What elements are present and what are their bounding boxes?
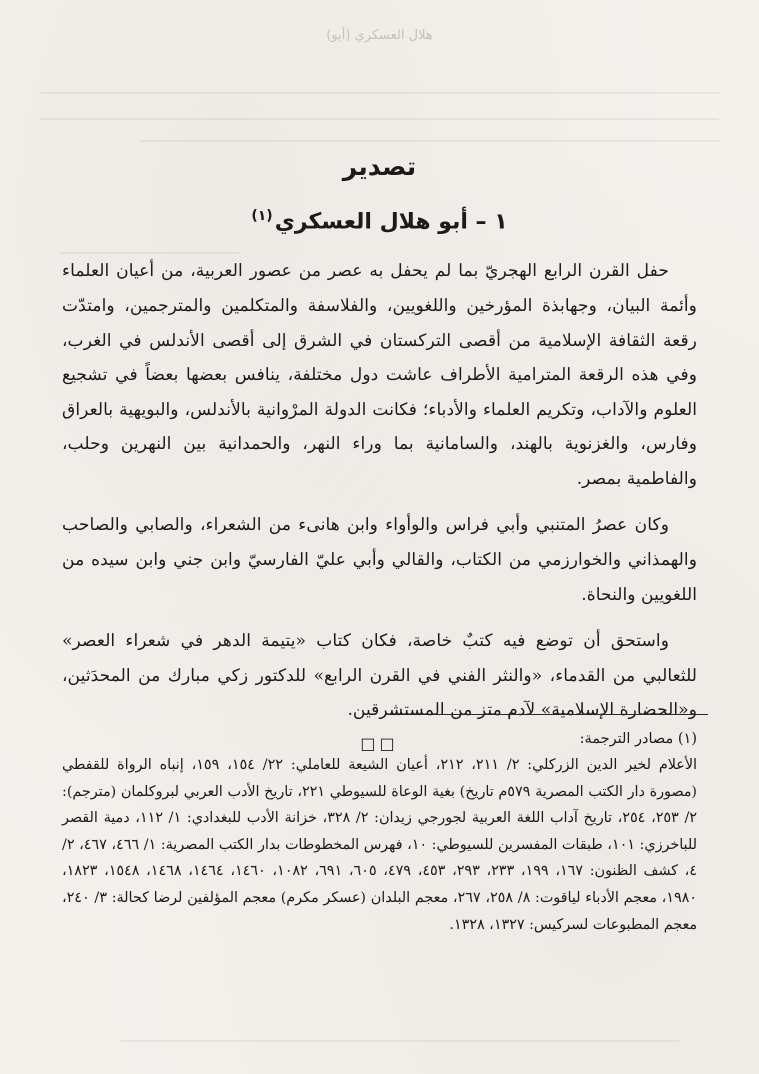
footnotes (62, 726, 697, 938)
paragraph: وكان عصرُ المتنبي وأبي فراس والوأواء وابن هانىء من الشعراء، والصابي والصاحب والهمذاني والخوارزمي من الكتاب، والقالي وأبي عليّ الفارسيّ وابن جني وابن سيده من اللغويين والنحاة. (62, 515, 697, 605)
bleed-through-line (40, 118, 719, 120)
running-head: (أبو) هلال العسكري (326, 28, 433, 43)
footnote-ref-marker[interactable]: (١) (251, 208, 273, 224)
footnote-separator (388, 714, 708, 715)
paragraph: حفل القرن الرابع الهجريّ بما لم يحفل به عصر من عصور العربية، من أعيان العلماء وأئمة البيان، وجهابذة المؤرخين واللغويين، والفلاسفة والمتكلمين والمترجمين، وامتدّت رقعة الثقافة الإسلامية من أقصى التركستان في الشرق إلى أقصى الأندلس في الغرب، وفي هذه الرقعة المترامية الأطراف عاشت دول مختلفة، ينافس بعضها بعضاً في تشجيع العلوم والآداب، وتكريم العلماء والأدباء؛ فكانت الدولة المرْوانية بالأندلس، والبويهية بالعراق وفارس، والغزنوية بالهند، والسامانية بما وراء النهر، والحمدانية بين النهرين وحلب، والفاطمية بمصر. (62, 261, 697, 489)
bleed-through-line (40, 92, 719, 94)
main-text (62, 150, 697, 768)
paragraph: واستحق أن توضع فيه كتبٌ خاصة، فكان كتاب «يتيمة الدهر في شعراء العصر» للثعالبي من القدماء، «والنثر الفني في القرن الرابع» للدكتور زكي مبارك من المحدَثين، و«الحضارة الإسلامية» لآدم متز من المستشرقين. (62, 631, 697, 721)
bleed-through-line (140, 140, 719, 142)
section-heading-text: ١ – أبو هلال العسكري (274, 209, 508, 235)
page-title: تصدير (342, 152, 417, 181)
section-end-ornament: □□ (360, 734, 399, 754)
bleed-through-line (120, 1040, 679, 1042)
section-heading (62, 200, 697, 238)
footnote-body: الأعلام لخير الدين الزركلي: ٢/ ٢١١، ٢١٢، أعيان الشيعة للعاملي: ٢٢/ ١٥٤، ١٥٩، إنباه الرواة للقفطي (مصورة دار الكتب المصرية ٥٧٩م تاريخ) بغية الوعاة للسيوطي ٢٢١، تاريخ الأدب العربي لبروكلمان (مترجم): ٢/ ٢٥٣، ٢٥٤، تاريخ آداب اللغة العربية لجورجي زيدان: ٢/ ٣٢٨، خزانة الأدب للبغدادي: ١/ ١١٢، دمية القصر للباخرزي: ١٠١، طبقات المفسرين للسيوطي: ١٠، فهرس المخطوطات بدار الكتب المصرية: ١/ ٤٦٦، ٤٦٧، ٢/ ٤، كشف الظنون: ١٦٧، ١٩٩، ٢٣٣، ٢٩٣، ٤٥٣، ٤٧٩، ٦٠٥، ٦٩١، ١٠٨٢، ١٤٦٠، ١٤٦٤، ١٤٦٨، ١٥٤٨، ١٨٢٣، ١٩٨٠، معجم الأدباء لياقوت: ٨/ ٢٥٨، ٢٦٧، معجم البلدان (عسكر مكرم) معجم المؤلفين لرضا كحالة: ٣/ ٢٤٠، معجم المطبوعات لسركيس: ١٣٢٧، ١٣٢٨. (62, 757, 697, 933)
footnote-heading: (١) مصادر الترجمة: (579, 731, 697, 747)
